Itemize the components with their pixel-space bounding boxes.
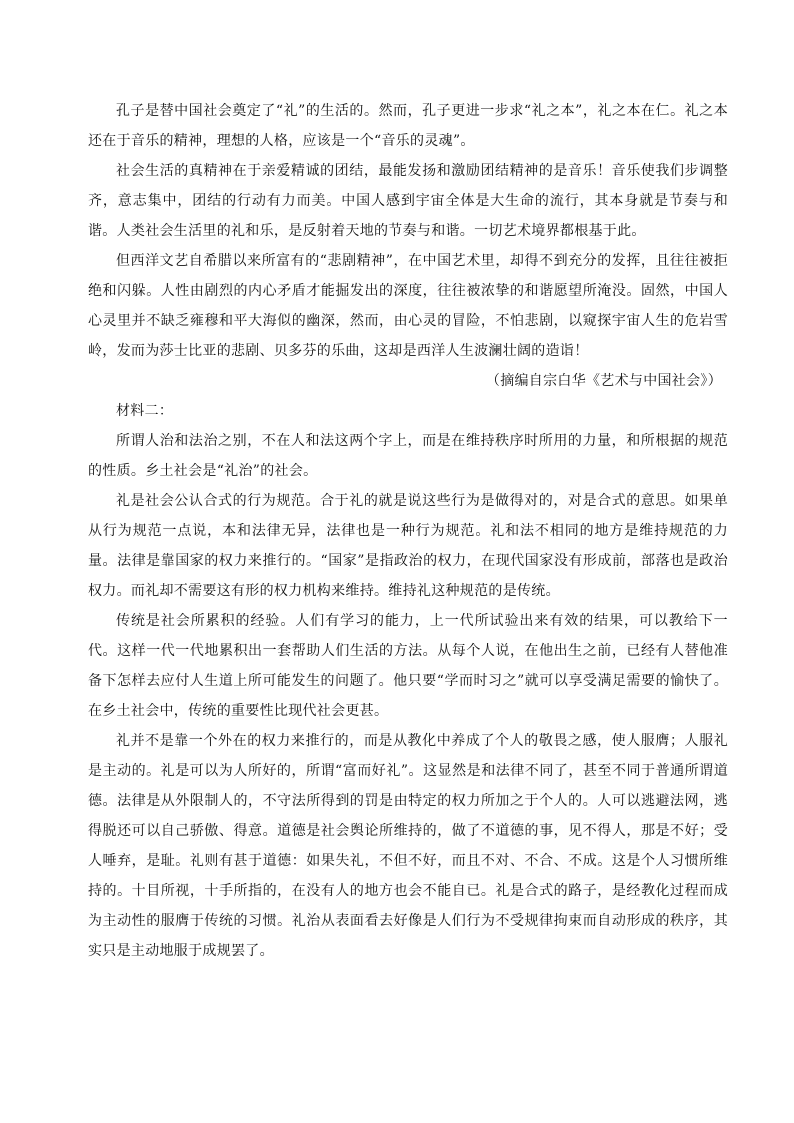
paragraph-1: 孔子是替中国社会奠定了“礼”的生活的。然而，孔子更进一步求“礼之本”，礼之本在仁。礼之本还在于音乐的精神，理想的人格，应该是一个“音乐的灵魂”。 <box>88 103 728 149</box>
paragraph-2: 社会生活的真精神在于亲爱精诚的团结，最能发扬和激励团结精神的是音乐！音乐使我们步调整齐，意志集中，团结的行动有力而美。中国人感到宇宙全体是大生命的流行，其本身就是节奏与和谐。人类社会生活里的礼和乐，是反射着天地的节奏与和谐。一切艺术境界都根基于此。 <box>88 163 728 239</box>
paragraph-6: 传统是社会所累积的经验。人们有学习的能力，上一代所试验出来有效的结果，可以教给下一代。这样一代一代地累积出一套帮助人们生活的方法。从每个人说，在他出生之前，已经有人替他准备下怎样去应付人生道上所可能发生的问题了。他只要“学而时习之”就可以享受满足需要的愉快了。在乡土社会中，传统的重要性比现代社会更甚。 <box>88 613 728 719</box>
paragraph-7: 礼并不是靠一个外在的权力来推行的，而是从教化中养成了个人的敬畏之感，使人服膺；人服礼是主动的。礼是可以为人所好的，所谓“富而好礼”。这显然是和法律不同了，甚至不同于普通所谓道德。法律是从外限制人的，不守法所得到的罚是由特定的权力所加之于个人的。人可以逃避法网，逃得脱还可以自己骄傲、得意。道德是社会舆论所维持的，做了不道德的事，见不得人，那是不好；受人唾弃，是耻。礼则有甚于道德：如果失礼，不但不好，而且不对、不合、不成。这是个人习惯所维持的。十目所视，十手所指的，在没有人的地方也会不能自已。礼是合式的路子，是经教化过程而成为主动性的服膺于传统的习惯。礼治从表面看去好像是人们行为不受规律拘束而自动形成的秩序，其实只是主动地服于成规罢了。 <box>88 733 728 959</box>
paragraph-5: 礼是社会公认合式的行为规范。合于礼的就是说这些行为是做得对的，对是合式的意思。如果单从行为规范一点说，本和法律无异，法律也是一种行为规范。礼和法不相同的地方是维持规范的力量。法律是靠国家的权力来推行的。“国家”是指政治的权力，在现代国家没有形成前，部落也是政治权力。而礼却不需要这有形的权力机构来维持。维持礼这种规范的是传统。 <box>88 493 728 599</box>
citation: （摘编自宗白华《艺术与中国社会》） <box>485 373 722 389</box>
paragraph-3: 但西洋文艺自希腊以来所富有的“悲剧精神”，在中国艺术里，却得不到充分的发挥，且往往被拒绝和闪躲。人性由剧烈的内心矛盾才能掘发出的深度，往往被浓挚的和谐愿望所淹没。固然，中国人心灵里并不缺乏雍穆和平大海似的幽深，然而，由心灵的冒险，不怕悲剧，以窥探宇宙人生的危岩雪岭，发而为莎士比亚的悲剧、贝多芬的乐曲，这却是西洋人生波澜壮阔的造诣！ <box>88 253 728 359</box>
material-two-label: 材料二： <box>116 403 174 419</box>
paragraph-4: 所谓人治和法治之别，不在人和法这两个字上，而是在维持秩序时所用的力量，和所根据的规范的性质。乡土社会是“礼治”的社会。 <box>88 433 728 479</box>
